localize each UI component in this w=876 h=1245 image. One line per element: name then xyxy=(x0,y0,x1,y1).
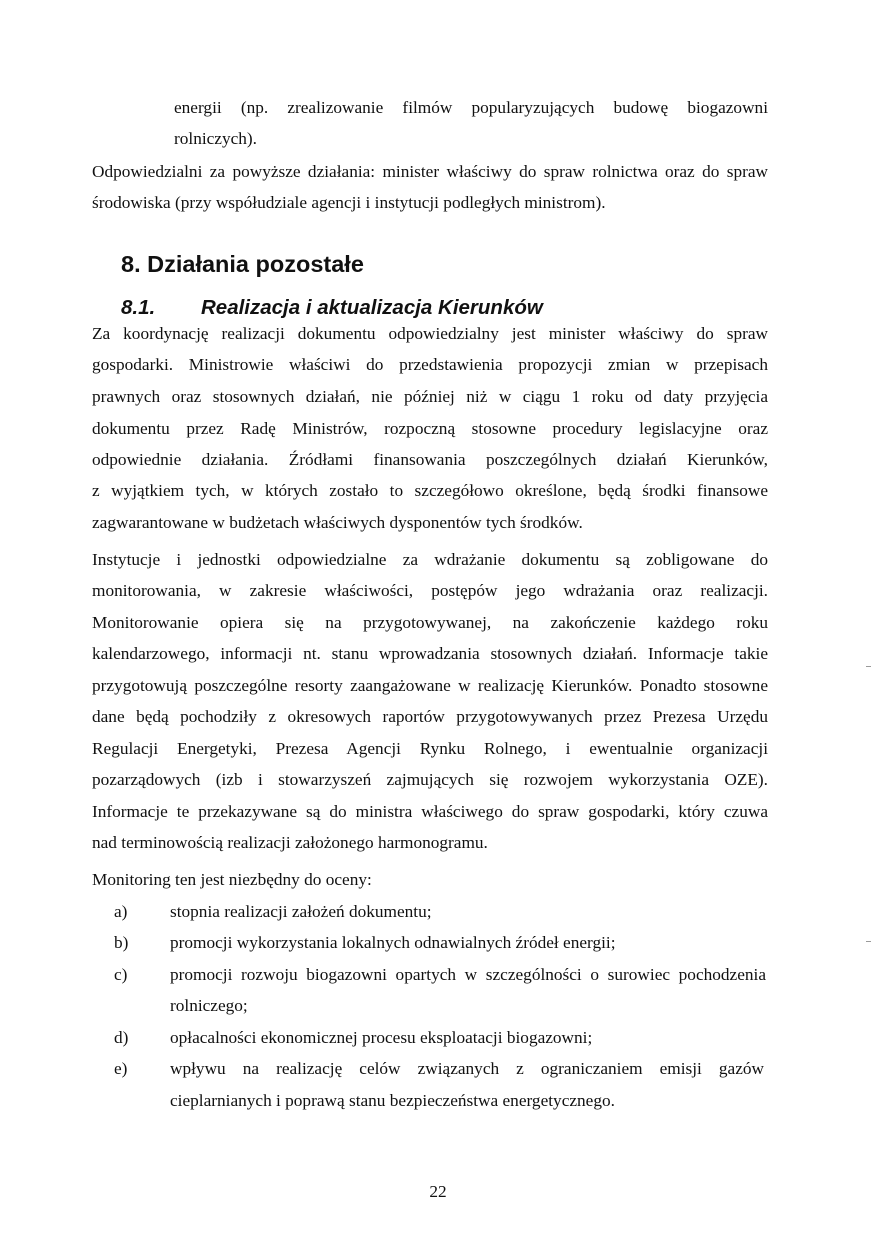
page-number: 22 xyxy=(429,1182,447,1201)
text-line: Regulacji Energetyki, Prezesa Agencji Rynku Rolnego, i ewentualnie organizacji xyxy=(92,739,768,758)
text-line: zagwarantowane w budżetach właściwych dysponentów tych środków. xyxy=(92,513,583,532)
text-line: nad terminowością realizacji założonego harmonogramu. xyxy=(92,833,488,852)
list-marker: e) xyxy=(114,1059,128,1078)
list-item-text: rolniczego; xyxy=(170,996,248,1015)
list-item-text: stopnia realizacji założeń dokumentu; xyxy=(170,902,432,921)
text-line: Monitorowanie opiera się na przygotowywanej, na zakończenie każdego roku xyxy=(92,613,768,632)
list-intro: Monitoring ten jest niezbędny do oceny: xyxy=(92,870,372,889)
text-line: rolniczych). xyxy=(174,129,258,148)
text-line: monitorowania, w zakresie właściwości, postępów jego wdrażania oraz realizacji. xyxy=(92,581,768,600)
text-line: kalendarzowego, informacji nt. stanu wprowadzania stosownych działań. Informacje takie xyxy=(92,644,768,663)
text-line: odpowiednie działania. Źródłami finansowania poszczególnych działań Kierunków, xyxy=(92,450,768,469)
list-marker: d) xyxy=(114,1028,129,1047)
text-line: Odpowiedzialni za powyższe działania: minister właściwy do spraw rolnictwa oraz do spraw xyxy=(92,162,768,181)
text-line: dokumentu przez Radę Ministrów, rozpoczną stosowne procedury legislacyjne oraz xyxy=(92,419,768,438)
text-line: Informacje te przekazywane są do ministra właściwego do spraw gospodarki, który czuwa xyxy=(92,802,768,821)
text-line: przygotowują poszczególne resorty zaangażowane w realizację Kierunków. Ponadto stosowne xyxy=(92,676,768,695)
list-item-text: promocji wykorzystania lokalnych odnawialnych źródeł energii; xyxy=(170,933,616,952)
text-line: pozarządowych (izb i stowarzyszeń zajmujących się rozwojem wykorzystania OZE). xyxy=(92,770,768,789)
scan-mark xyxy=(866,941,871,942)
list-marker: b) xyxy=(114,933,129,952)
subsection-title: Realizacja i aktualizacja Kierunków xyxy=(201,296,543,319)
scan-mark xyxy=(866,666,871,667)
text-line: prawnych oraz stosownych działań, nie później niż w ciągu 1 roku od daty przyjęcia xyxy=(92,387,768,406)
text-line: środowiska (przy współudziale agencji i instytucji podległych ministrom). xyxy=(92,193,606,212)
text-line: gospodarki. Ministrowie właściwi do przedstawienia propozycji zmian w przepisach xyxy=(92,355,768,374)
list-item-text: cieplarnianych i poprawą stanu bezpieczeństwa energetycznego. xyxy=(170,1091,615,1110)
list-marker: a) xyxy=(114,902,128,921)
text-line: Za koordynację realizacji dokumentu odpowiedzialny jest minister właściwy do spraw xyxy=(92,324,768,343)
list-item-text: promocji rozwoju biogazowni opartych w szczególności o surowiec pochodzenia xyxy=(170,965,766,984)
text-line: z wyjątkiem tych, w których zostało to szczegółowo określone, będą środki finansowe xyxy=(92,481,768,500)
list-marker: c) xyxy=(114,965,128,984)
list-item-text: opłacalności ekonomicznej procesu eksploatacji biogazowni; xyxy=(170,1028,593,1047)
subsection-number: 8.1. xyxy=(121,296,156,319)
text-line: dane będą pochodziły z okresowych raportów przygotowywanych przez Prezesa Urzędu xyxy=(92,707,768,726)
text-line: energii (np. zrealizowanie filmów popularyzujących budowę biogazowni xyxy=(174,98,768,117)
section-heading: 8. Działania pozostałe xyxy=(121,251,364,277)
text-line: Instytucje i jednostki odpowiedzialne za wdrażanie dokumentu są zobligowane do xyxy=(92,550,768,569)
list-item-text: wpływu na realizację celów związanych z ograniczaniem emisji gazów xyxy=(170,1059,764,1078)
